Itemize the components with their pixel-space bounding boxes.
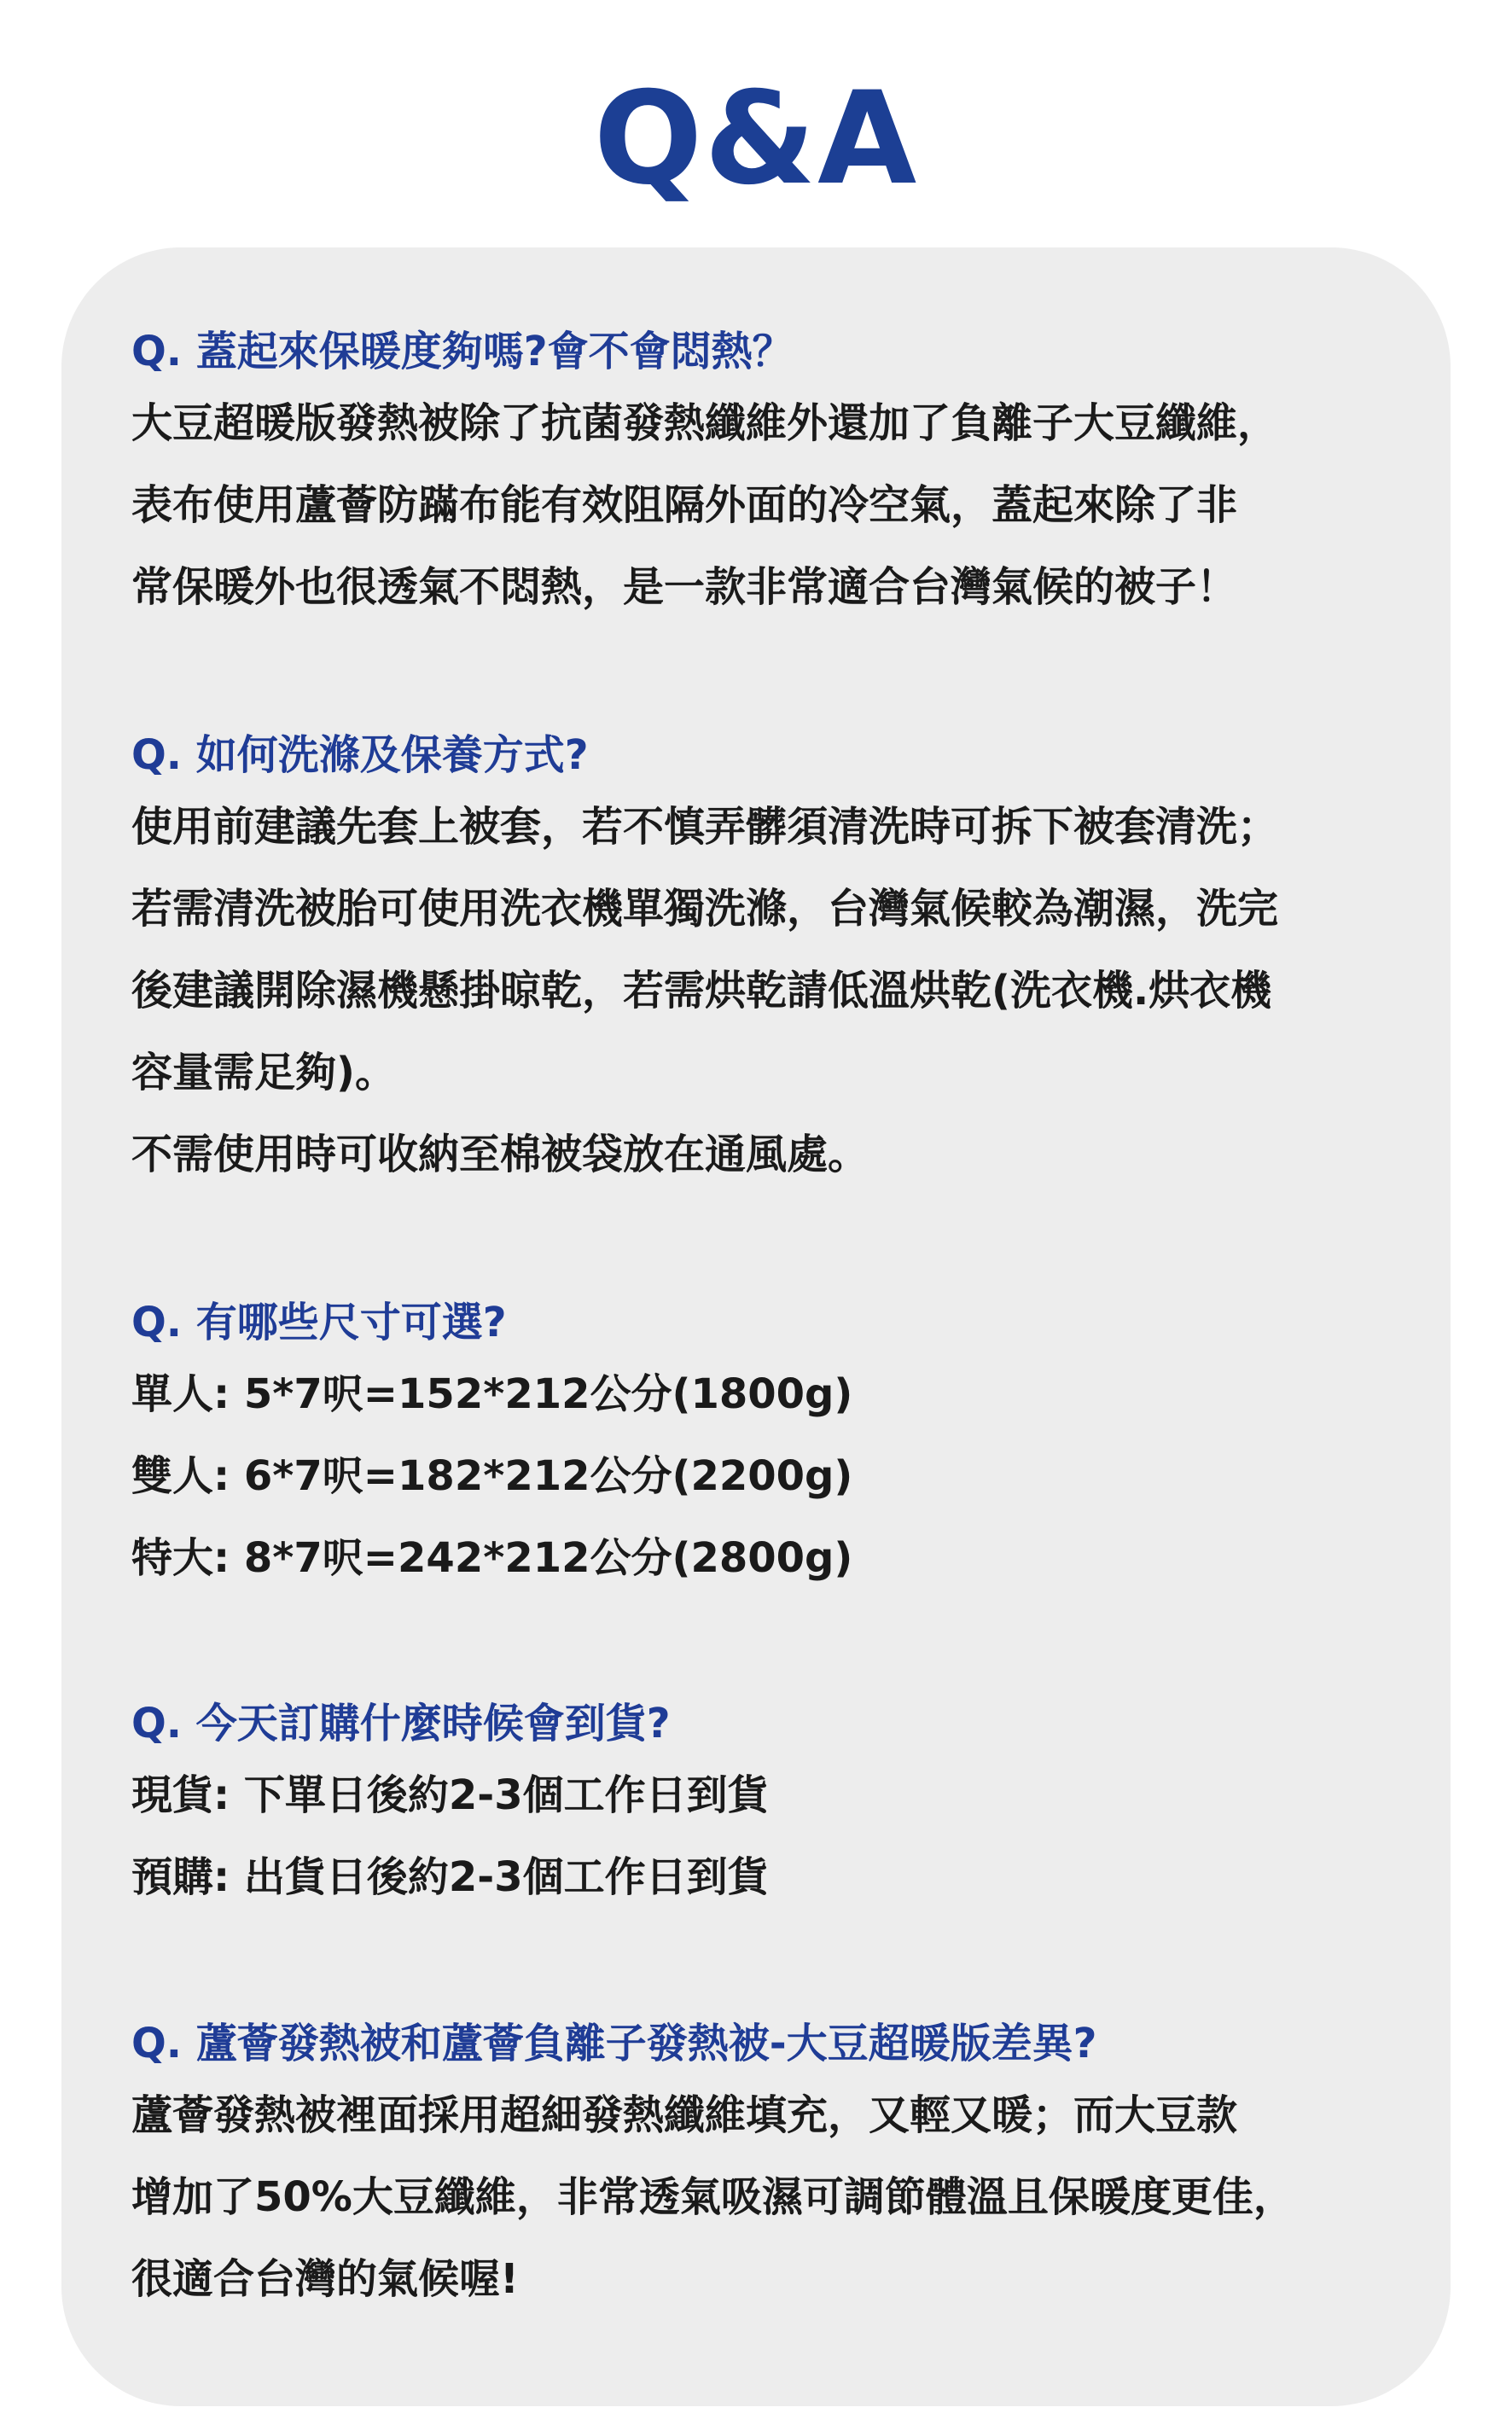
question: Q. 今天訂購什麼時候會到貨? [131, 1700, 671, 1747]
question: Q. 有哪些尺寸可選? [131, 1299, 507, 1346]
answer-line: 單人: 5*7呎=152*212公分(1800g) [131, 1370, 853, 1418]
answer-line: 預購: 出貨日後約2-3個工作日到貨 [131, 1853, 769, 1901]
answer [131, 2074, 1411, 2320]
page-title: Q&A [593, 65, 919, 213]
answer-line: 常保暖外也很透氣不悶熱，是一款非常適合台灣氣候的被子！ [131, 563, 1238, 611]
answer-line: 雙人: 6*7呎=182*212公分(2200g) [131, 1452, 853, 1500]
answer [131, 382, 1411, 628]
qa-item-sizes [131, 1297, 1411, 1599]
answer [131, 1754, 1411, 1918]
answer [131, 786, 1411, 1195]
answer-line: 若需清洗被胎可使用洗衣機單獨洗滌，台灣氣候較為潮濕，洗完 [131, 885, 1279, 933]
answer-line: 大豆超暖版發熱被除了抗菌發熱纖維外還加了負離子大豆纖維， [131, 399, 1279, 447]
answer-line: 容量需足夠)。 [131, 1049, 396, 1096]
qa-card [61, 247, 1451, 2406]
question: Q. 蓋起來保暖度夠嗎?會不會悶熱？ [131, 328, 794, 375]
question: Q. 如何洗滌及保養方式? [131, 731, 589, 779]
answer-line: 增加了50%大豆纖維，非常透氣吸濕可調節體溫且保暖度更佳， [131, 2173, 1294, 2221]
qa-item-washing [131, 730, 1411, 1195]
answer-line: 表布使用蘆薈防蹣布能有效阻隔外面的冷空氣，蓋起來除了非 [131, 481, 1238, 529]
answer-line: 現貨: 下單日後約2-3個工作日到貨 [131, 1771, 769, 1819]
answer-line: 後建議開除濕機懸掛晾乾，若需烘乾請低溫烘乾(洗衣機.烘衣機 [131, 967, 1272, 1015]
answer-line: 特大: 8*7呎=242*212公分(2800g) [131, 1534, 853, 1582]
answer-line: 使用前建議先套上被套，若不慎弄髒須清洗時可拆下被套清洗； [131, 803, 1279, 851]
answer-line: 蘆薈發熱被裡面採用超細發熱纖維填充，又輕又暖；而大豆款 [131, 2091, 1238, 2139]
question: Q. 蘆薈發熱被和蘆薈負離子發熱被-大豆超暖版差異? [131, 2020, 1097, 2067]
qa-item-delivery [131, 1698, 1411, 1918]
qa-item-difference [131, 2018, 1411, 2320]
qa-item-warmth [131, 326, 1411, 628]
answer-line: 不需使用時可收納至棉被袋放在通風處。 [131, 1131, 869, 1178]
answer-line: 很適合台灣的氣候喔! [131, 2255, 519, 2303]
answer [131, 1353, 1411, 1599]
